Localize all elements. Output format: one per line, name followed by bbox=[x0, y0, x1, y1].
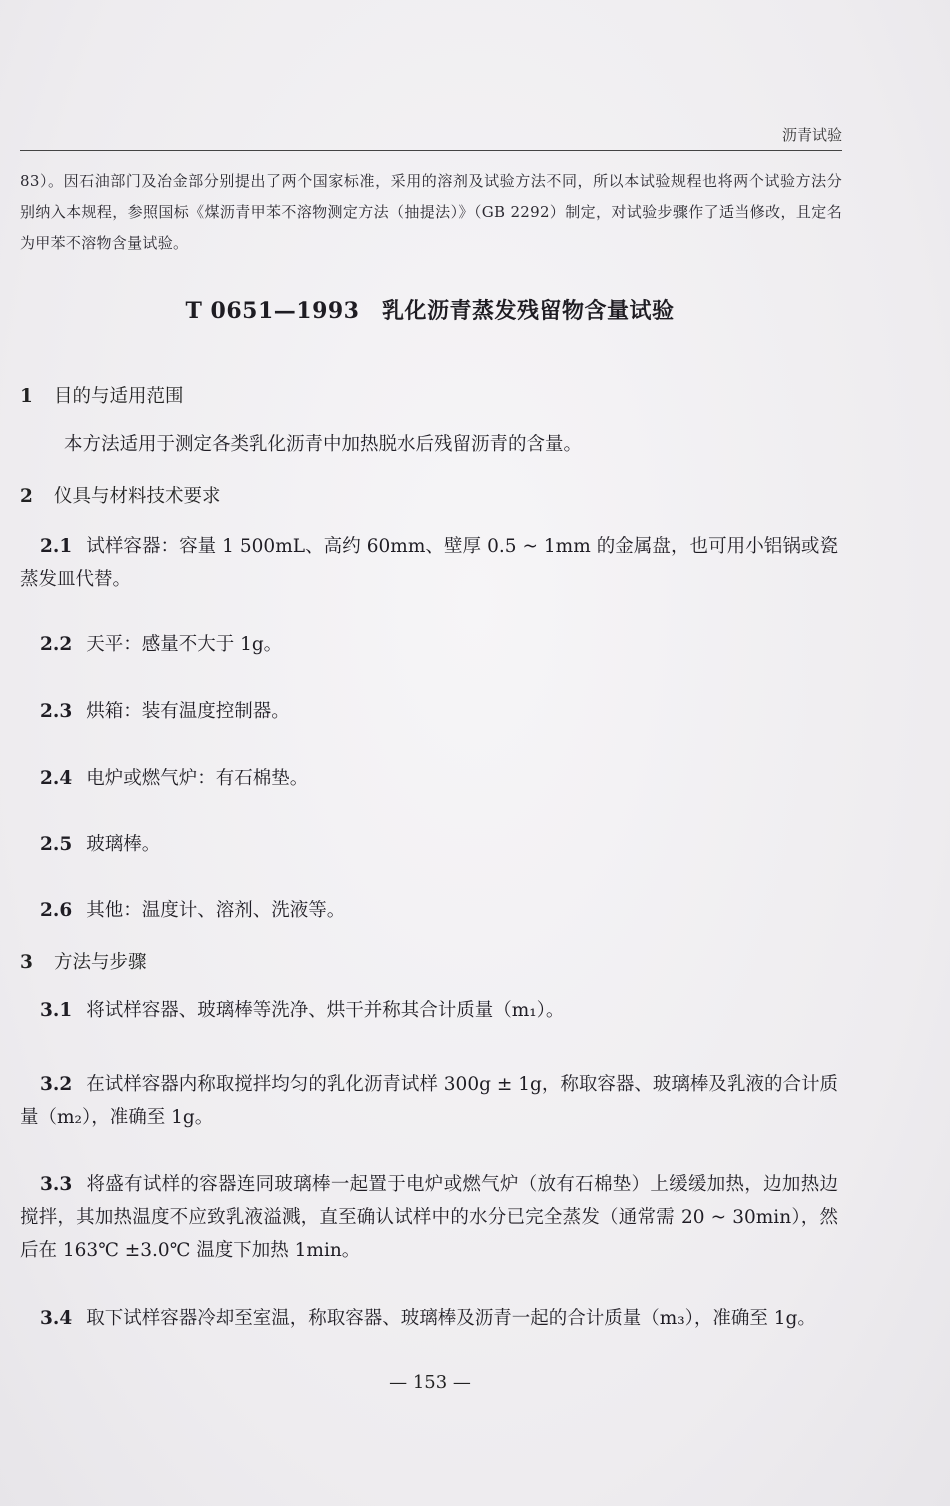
item-number: 2.4 bbox=[40, 768, 73, 789]
item-3-3 bbox=[20, 1168, 838, 1267]
page-number: — 153 — bbox=[389, 1372, 471, 1393]
heading-text: 仪具与材料技术要求 bbox=[54, 486, 221, 507]
item-number: 2.1 bbox=[40, 536, 73, 557]
item-text: 天平：感量不大于 1g。 bbox=[86, 634, 283, 655]
item-2-3 bbox=[20, 695, 838, 728]
item-number: 3.1 bbox=[40, 1000, 73, 1021]
item-3-2 bbox=[20, 1068, 838, 1134]
item-number: 2.6 bbox=[40, 900, 73, 921]
item-3-4 bbox=[20, 1302, 838, 1335]
item-number: 3.4 bbox=[40, 1308, 73, 1329]
heading-number: 3 bbox=[20, 952, 33, 973]
item-text: 在试样容器内称取搅拌均匀的乳化沥青试样 300g ± 1g，称取容器、玻璃棒及乳液的合计质量（m₂），准确至 1g。 bbox=[20, 1074, 838, 1128]
heading-3 bbox=[20, 948, 147, 974]
item-number: 2.2 bbox=[40, 634, 73, 655]
item-2-2 bbox=[20, 628, 838, 661]
item-text: 电炉或燃气炉：有石棉垫。 bbox=[86, 768, 309, 789]
item-3-1 bbox=[20, 994, 838, 1027]
heading-1 bbox=[20, 382, 184, 408]
heading-number: 2 bbox=[20, 486, 33, 507]
item-text: 玻璃棒。 bbox=[86, 834, 161, 855]
item-text: 取下试样容器冷却至室温，称取容器、玻璃棒及沥青一起的合计质量（m₃），准确至 1g。 bbox=[86, 1308, 816, 1329]
item-text: 将盛有试样的容器连同玻璃棒一起置于电炉或燃气炉（放有石棉垫）上缓缓加热，边加热边搅拌，其加热温度不应致乳液溢溅，直至确认试样中的水分已完全蒸发（通常需 20 ~ 30min），然后在 163℃ ±3.0℃ 温度下加热 1min。 bbox=[20, 1174, 838, 1261]
section-title: T 0651—1993 乳化沥青蒸发残留物含量试验 bbox=[185, 298, 675, 324]
item-text: 烘箱：装有温度控制器。 bbox=[86, 701, 290, 722]
item-2-4 bbox=[20, 762, 838, 795]
item-number: 3.3 bbox=[40, 1174, 73, 1195]
item-number: 2.3 bbox=[40, 701, 73, 722]
heading-text: 方法与步骤 bbox=[54, 952, 147, 973]
header-rule bbox=[20, 150, 842, 151]
item-text: 将试样容器、玻璃棒等洗净、烘干并称其合计质量（m₁）。 bbox=[86, 1000, 565, 1021]
item-2-6 bbox=[20, 894, 838, 927]
heading-number: 1 bbox=[20, 386, 33, 407]
running-head: 沥青试验 bbox=[781, 126, 842, 144]
item-2-1 bbox=[20, 530, 838, 596]
item-text: 试样容器：容量 1 500mL、高约 60mm、壁厚 0.5 ~ 1mm 的金属盘，也可用小铝锅或瓷蒸发皿代替。 bbox=[20, 536, 838, 590]
item-number: 2.5 bbox=[40, 834, 73, 855]
heading-2 bbox=[20, 482, 221, 508]
item-number: 3.2 bbox=[40, 1074, 73, 1095]
intro-paragraph: 83）。因石油部门及冶金部分别提出了两个国家标准，采用的溶剂及试验方法不同，所以本试验规程也将两个试验方法分别纳入本规程，参照国标《煤沥青甲苯不溶物测定方法（抽提法）》（GB 2292）制定，对试验步骤作了适当修改，且定名为甲苯不溶物含量试验。 bbox=[20, 172, 842, 252]
item-text: 其他：温度计、溶剂、洗液等。 bbox=[86, 900, 346, 921]
heading-text: 目的与适用范围 bbox=[54, 386, 184, 407]
item-2-5 bbox=[20, 828, 838, 861]
paragraph-1-body: 本方法适用于测定各类乳化沥青中加热脱水后残留沥青的含量。 bbox=[64, 434, 583, 455]
